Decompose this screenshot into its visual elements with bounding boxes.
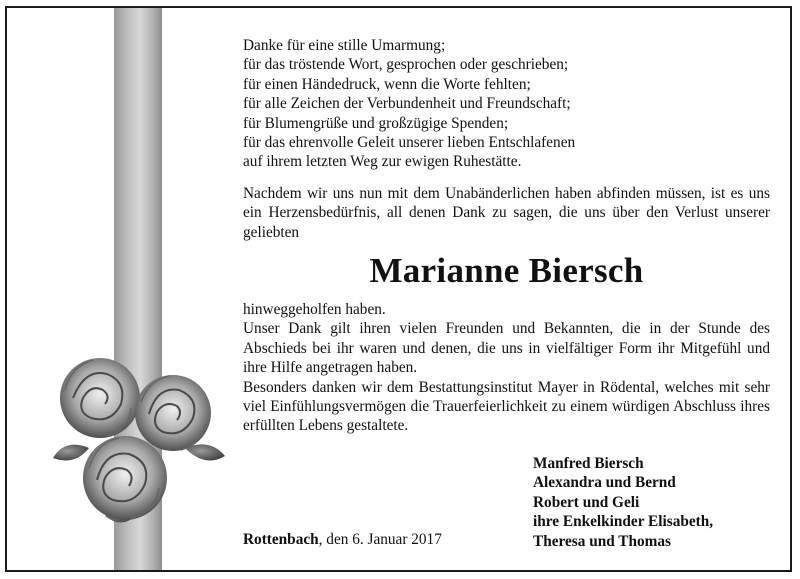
thanks-paragraph: Besonders danken wir dem Bestattungsinstitut Mayer in Rödental, welches mit sehr viel Einfühlungsvermögen die Trauerfeierlichkeit zu einem würdigen Abschluss ihres erfüllten Lebens gestaltete. [243,378,770,435]
place-city: Rottenbach [243,531,319,548]
poem-line: für das tröstende Wort, gesprochen oder geschrieben; [243,56,569,74]
thanks-section [243,300,770,436]
thanks-paragraph: Unser Dank gilt ihren vielen Freunden und Bekannten, die in der Stunde des Abschieds bei ihr waren und denen, die uns in vielfältiger Form ihr Mitgefühl und ihre Hilfe angetragen haben. [243,320,770,377]
poem-line: für einen Händedruck, wenn die Worte fehlten; [243,75,531,93]
deceased-name: Marianne Biersch [369,251,644,290]
gratitude-poem [243,36,770,172]
roses-icon [45,338,230,538]
signer: Alexandra und Bernd [533,474,676,492]
place-date [243,530,442,549]
signer: Manfred Biersch [533,455,644,472]
signer: Theresa und Thomas [533,532,672,550]
intro-paragraph: Nachdem wir uns nun mit dem Unabänderlichen haben abfinden müssen, ist es uns ein Herzensbedürfnis, all denen Dank zu sagen, die uns über den Verlust unserer geliebten [243,185,770,241]
poem-line: Danke für eine stille Umarmung; [243,37,446,54]
signer: ihre Enkelkinder Elisabeth, [533,513,714,531]
signers-list [533,454,713,551]
poem-line: für Blumengrüße und großzügige Spenden; [243,114,509,132]
poem-line: auf ihrem letzten Weg zur ewigen Ruhestätte. [243,153,522,171]
date-text: , den 6. Januar 2017 [318,531,442,548]
signer: Robert und Geli [533,493,640,511]
thanks-paragraph: hinweggeholfen haben. [243,301,386,318]
obituary-card [5,6,792,572]
poem-line: für alle Zeichen der Verbundenheit und Freundschaft; [243,95,571,113]
poem-line: für das ehrenvolle Geleit unserer lieben Entschlafenen [243,134,576,152]
